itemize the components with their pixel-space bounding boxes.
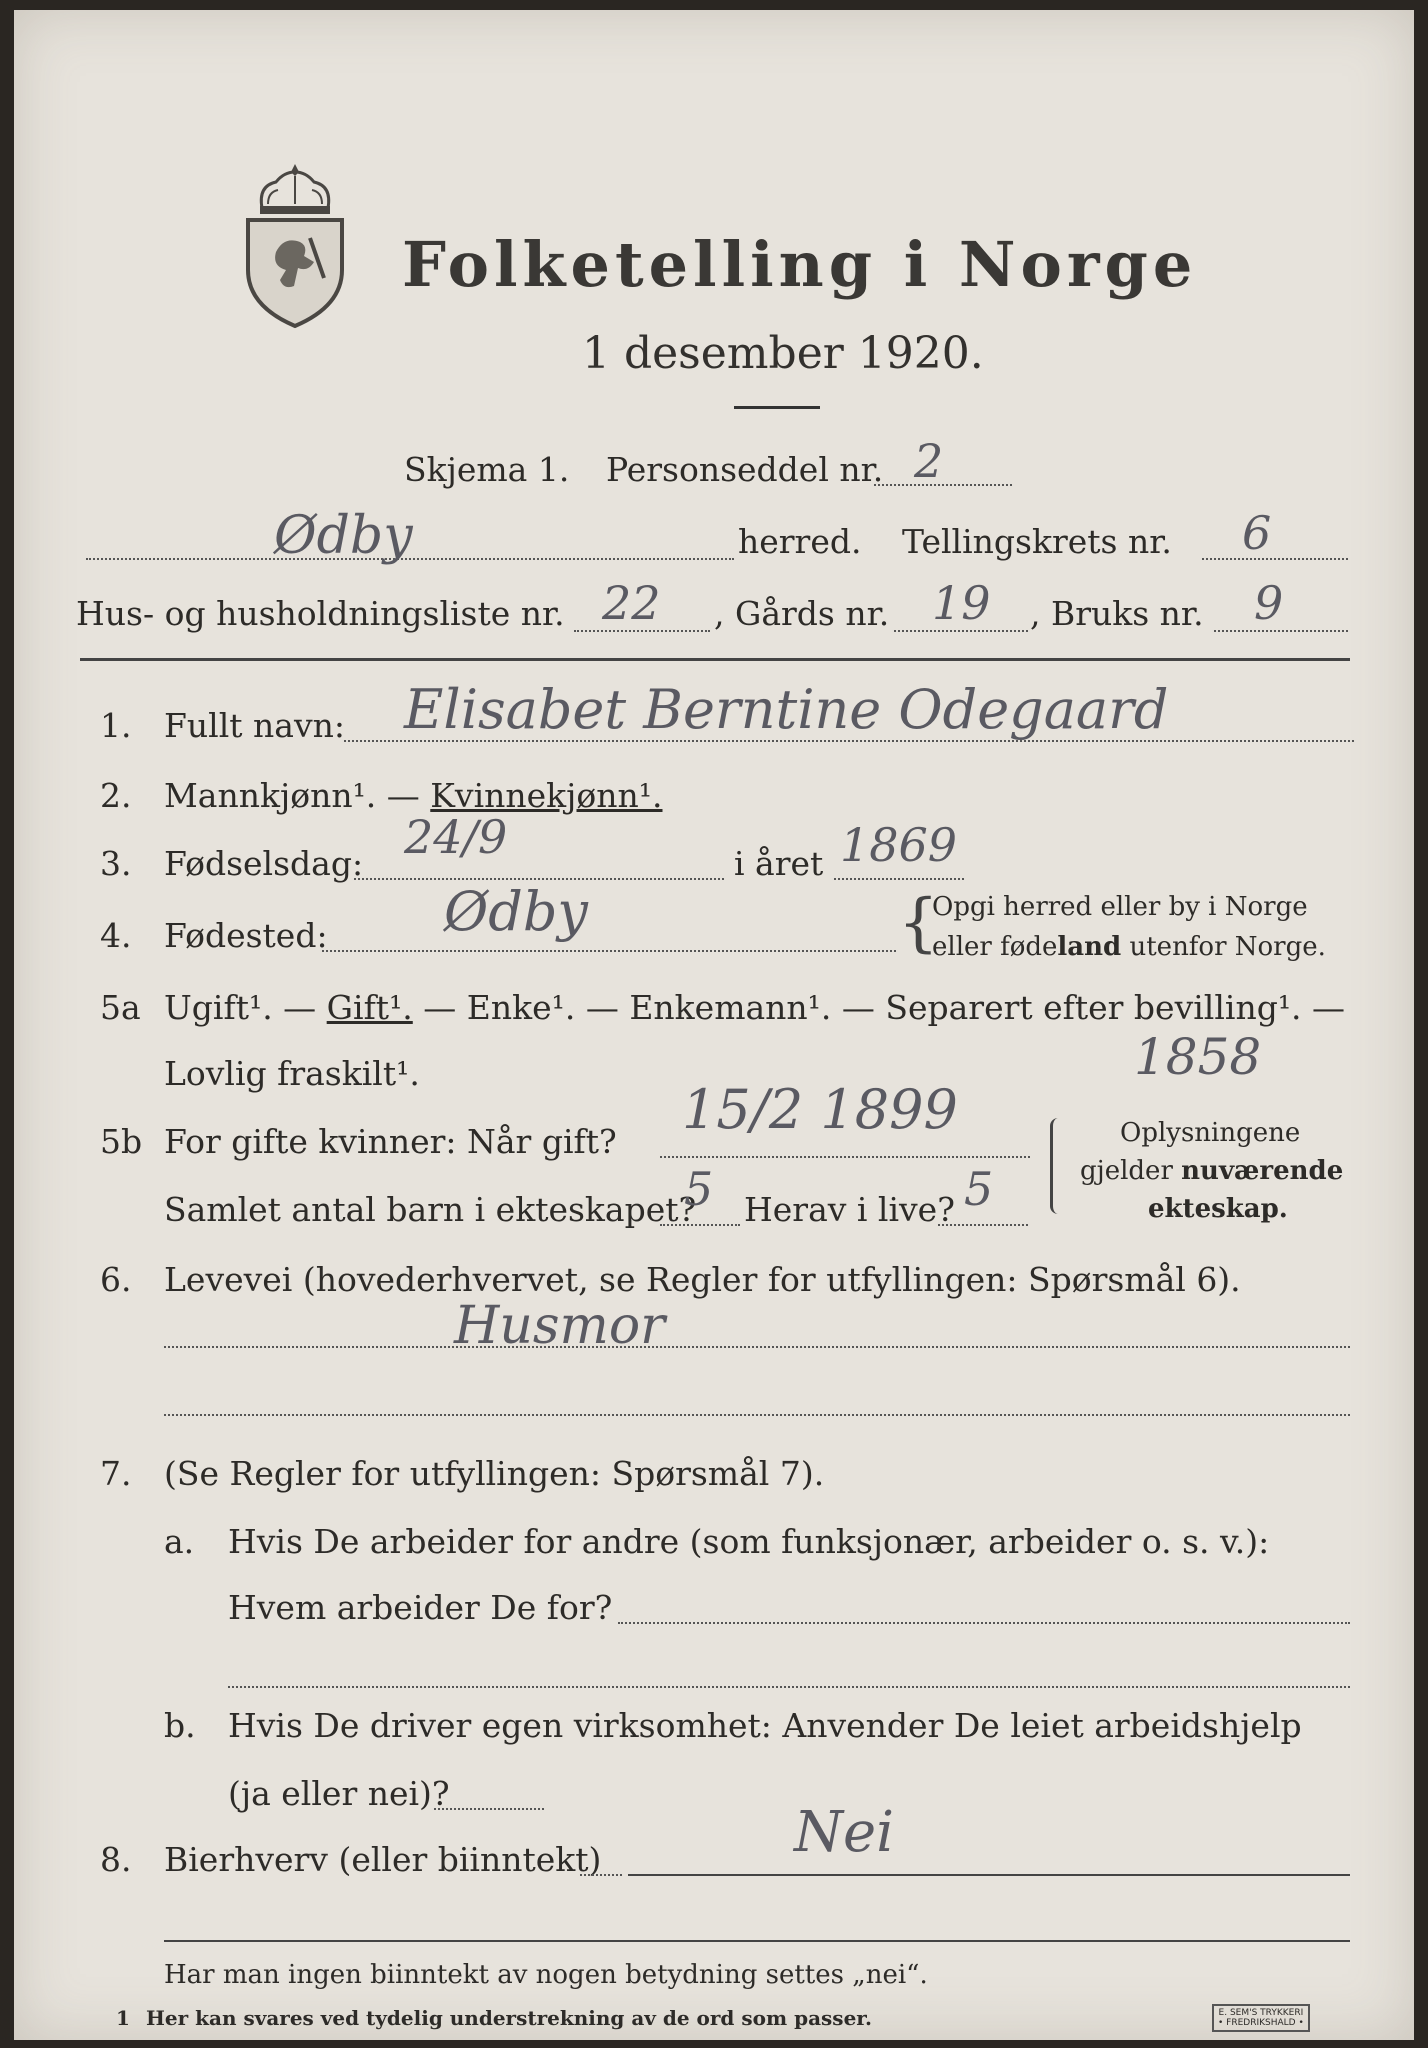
married-date-value[interactable]: 15/2 1899 (682, 1078, 958, 1141)
gender-female[interactable]: Kvinnekjønn¹. (430, 776, 663, 815)
personseddel-label: Personseddel nr. (606, 450, 884, 489)
footnote-mark: 1 (116, 2006, 130, 2030)
marital-divorced[interactable]: Lovlig fraskilt¹. (164, 1054, 420, 1093)
q7a-letter: a. (164, 1522, 195, 1561)
printer-stamp (1212, 2004, 1310, 2032)
gards-dotline (894, 630, 1028, 632)
tellingskrets-dotline (1202, 558, 1348, 560)
q7b-label: Hvis De driver egen virksomhet: Anvender De leiet arbeidshjelp (228, 1706, 1302, 1745)
children-dotline (660, 1224, 740, 1226)
tellingskrets-label: Tellingskrets nr. (902, 522, 1172, 561)
q7b-letter: b. (164, 1706, 196, 1745)
margin-note-year: 1858 (1134, 1028, 1262, 1086)
alive-label: Herav i live? (744, 1190, 955, 1229)
q3-label: Fødselsdag: (164, 844, 364, 883)
hired-help-dotline[interactable] (434, 1808, 544, 1810)
q3-number: 3. (100, 844, 132, 883)
q1-number: 1. (100, 706, 132, 745)
form-title: Folketelling i Norge (402, 228, 1198, 301)
q5a-number: 5a (100, 988, 141, 1027)
employer-dotline-2[interactable] (228, 1686, 1350, 1688)
year-dotline (834, 878, 964, 880)
personseddel-value[interactable]: 2 (914, 434, 944, 488)
q1-label: Fullt navn: (164, 706, 345, 745)
children-value[interactable]: 5 (684, 1162, 714, 1216)
q7a-label: Hvis De arbeider for andre (som funksjonær, arbeider o. s. v.): (228, 1522, 1270, 1561)
birthplace-value[interactable]: Ødby (444, 880, 588, 943)
q5b-number: 5b (100, 1122, 143, 1161)
marital-unmarried[interactable]: Ugift¹. — (164, 988, 327, 1027)
birthplace-note-1: Opgi herred eller by i Norge (932, 892, 1308, 922)
hired-help-label: (ja eller nei)? (228, 1774, 450, 1813)
marital-married[interactable]: Gift¹. (326, 988, 413, 1027)
occupation-dotline-1 (164, 1346, 1350, 1348)
occupation-value[interactable]: Husmor (454, 1296, 665, 1356)
q2-number: 2. (100, 776, 132, 815)
alive-dotline (938, 1224, 1028, 1226)
birthplace-dotline (322, 950, 896, 952)
footer-note: Har man ingen biinntekt av nogen betydning settes „nei“. (164, 1960, 928, 1990)
printer-stamp-line-2: • FREDRIKSHALD • (1218, 2018, 1304, 2028)
footnote-text: Her kan svares ved tydelig understrekning av de ord som passer. (146, 2006, 872, 2030)
bruks-label: , Bruks nr. (1030, 594, 1204, 633)
tellingskrets-value[interactable]: 6 (1242, 506, 1272, 560)
census-form-page (14, 10, 1414, 2040)
married-when-label: For gifte kvinner: Når gift? (164, 1122, 617, 1161)
marriage-note-3: ekteskap. (1148, 1194, 1288, 1224)
children-label: Samlet antal barn i ekteskapet? (164, 1190, 697, 1229)
q6-number: 6. (100, 1260, 132, 1299)
household-list-label: Hus- og husholdningsliste nr. (76, 594, 565, 633)
title-divider (734, 406, 820, 409)
married-when-dotline (660, 1156, 1030, 1158)
marriage-note-1: Oplysningene (1120, 1118, 1301, 1148)
bruks-dotline (1214, 630, 1348, 632)
full-name-value[interactable]: Elisabet Berntine Odegaard (404, 678, 1169, 741)
bruks-value[interactable]: 9 (1254, 576, 1284, 630)
birth-year-value[interactable]: 1869 (840, 818, 958, 872)
gender-male[interactable]: Mannkjønn¹. (164, 776, 377, 815)
occupation-dotline-2 (164, 1414, 1350, 1416)
employer-dotline-1[interactable] (618, 1622, 1350, 1624)
herred-value[interactable]: Ødby (274, 506, 413, 566)
schema-label: Skjema 1. (404, 450, 570, 489)
q4-number: 4. (100, 916, 132, 955)
gards-value[interactable]: 19 (932, 576, 991, 630)
household-list-dotline (574, 630, 710, 632)
side-income-line-2 (164, 1940, 1350, 1942)
employer-label: Hvem arbeider De for? (228, 1588, 613, 1627)
marriage-note-bracket (1050, 1118, 1067, 1214)
side-income-label: Bierhverv (eller biinntekt) (164, 1840, 602, 1879)
q7-label: (Se Regler for utfyllingen: Spørsmål 7). (164, 1454, 825, 1493)
q7-number: 7. (100, 1454, 132, 1493)
alive-value[interactable]: 5 (964, 1162, 994, 1216)
gards-label: , Gårds nr. (714, 594, 890, 633)
form-date: 1 desember 1920. (582, 328, 984, 379)
year-label: i året (734, 844, 824, 883)
marriage-note-2: gjelder nuværende (1080, 1156, 1344, 1186)
birthday-value[interactable]: 24/9 (404, 810, 508, 864)
gender-separator: — (376, 776, 431, 815)
marital-options (164, 988, 1345, 1027)
side-income-dotline-short (580, 1874, 622, 1876)
occupation-label: Levevei (hovederhvervet, se Regler for utfyllingen: Spørsmål 6). (164, 1260, 1241, 1299)
birthplace-note-2: eller fødeland utenfor Norge. (932, 932, 1326, 962)
norwegian-coat-of-arms-icon (240, 160, 350, 330)
printer-stamp-line-1: E. SEM'S TRYKKERI (1218, 2008, 1304, 2018)
header-rule (80, 658, 1350, 661)
q4-label: Fødested: (164, 916, 328, 955)
q8-number: 8. (100, 1840, 132, 1879)
birthplace-brace: { (898, 886, 939, 960)
side-income-value[interactable]: Nei (794, 1800, 895, 1865)
herred-label: herred. (738, 522, 862, 561)
household-list-value[interactable]: 22 (602, 576, 661, 630)
side-income-line (628, 1874, 1350, 1876)
marital-other-options[interactable]: — Enke¹. — Enkemann¹. — Separert efter bevilling¹. — (412, 988, 1346, 1027)
